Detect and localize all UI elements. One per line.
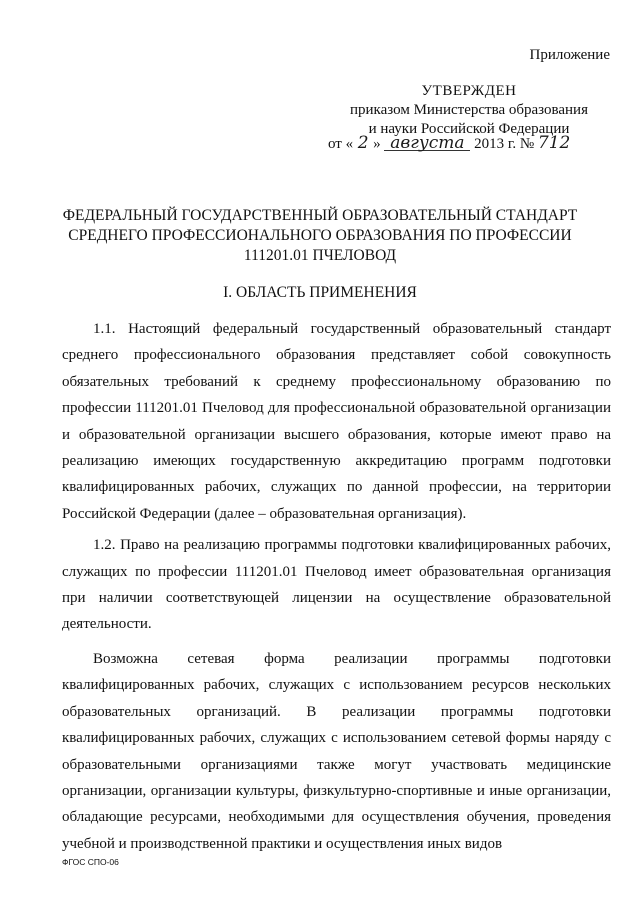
approved-by-line: приказом Министерства образования: [350, 102, 588, 118]
approved-ministry-line: и науки Российской Федерации: [368, 121, 570, 137]
paragraph-1-1: 1.1. Настоящий федеральный государственный образовательный стандарт среднего профессионального образования представляет собой совокупность обязательных требований к среднему профессиональному образованию по профессии 111201.01 Пчеловод для профессиональной образовательной организации и образовательной организации высшего образования, которые имеют право на реализацию имеющих государственную аккредитацию программ подготовки квалифицированных рабочих, служащих по данной профессии, на территории Российской Федерации (далее – образовательная организация).: [62, 321, 611, 522]
approved-title: УТВЕРЖДЕН: [421, 83, 517, 99]
order-date-line: [328, 133, 570, 153]
approval-block: [328, 82, 610, 139]
handwritten-day: 2: [357, 133, 369, 153]
title-line-2: СРЕДНЕГО ПРОФЕССИОНАЛЬНОГО ОБРАЗОВАНИЯ ПО ПРОФЕССИИ: [68, 227, 572, 244]
appendix-label: Приложение: [529, 47, 610, 63]
section-body: [62, 316, 611, 857]
handwritten-order-number: 712: [537, 133, 571, 153]
paragraph-network-form: Возможна сетевая форма реализации программы подготовки квалифицированных рабочих, служащих с использованием ресурсов нескольких образовательных организаций. В реализации программы подготовки квалифицированных рабочих, служащих с использованием сетевой формы наряду с образовательными организациями также могут участвовать медицинские организации, организации культуры, физкультурно-спортивные и иные организации, обладающие ресурсами, необходимыми для осуществления обучения, проведения учебной и производственной практики и осуществления иных видов: [62, 650, 611, 852]
date-mid: »: [373, 136, 381, 152]
document-title: [30, 206, 610, 266]
handwritten-month: августа: [384, 136, 470, 151]
title-line-3: 111201.01 ПЧЕЛОВОД: [243, 247, 397, 264]
title-line-1: ФЕДЕРАЛЬНЫЙ ГОСУДАРСТВЕННЫЙ ОБРАЗОВАТЕЛЬНЫЙ СТАНДАРТ: [62, 207, 578, 224]
date-year: 2013 г. №: [474, 136, 535, 152]
date-prefix: от «: [328, 136, 354, 152]
paragraph-1-2: 1.2. Право на реализацию программы подготовки квалифицированных рабочих, служащих по профессии 111201.01 Пчеловод имеет образовательная организация при наличии соответствующей лицензии на осуществление образовательной деятельности.: [62, 537, 611, 633]
section-heading: I. ОБЛАСТЬ ПРИМЕНЕНИЯ: [223, 284, 417, 301]
footer-code: ФГОС СПО-06: [62, 857, 119, 867]
